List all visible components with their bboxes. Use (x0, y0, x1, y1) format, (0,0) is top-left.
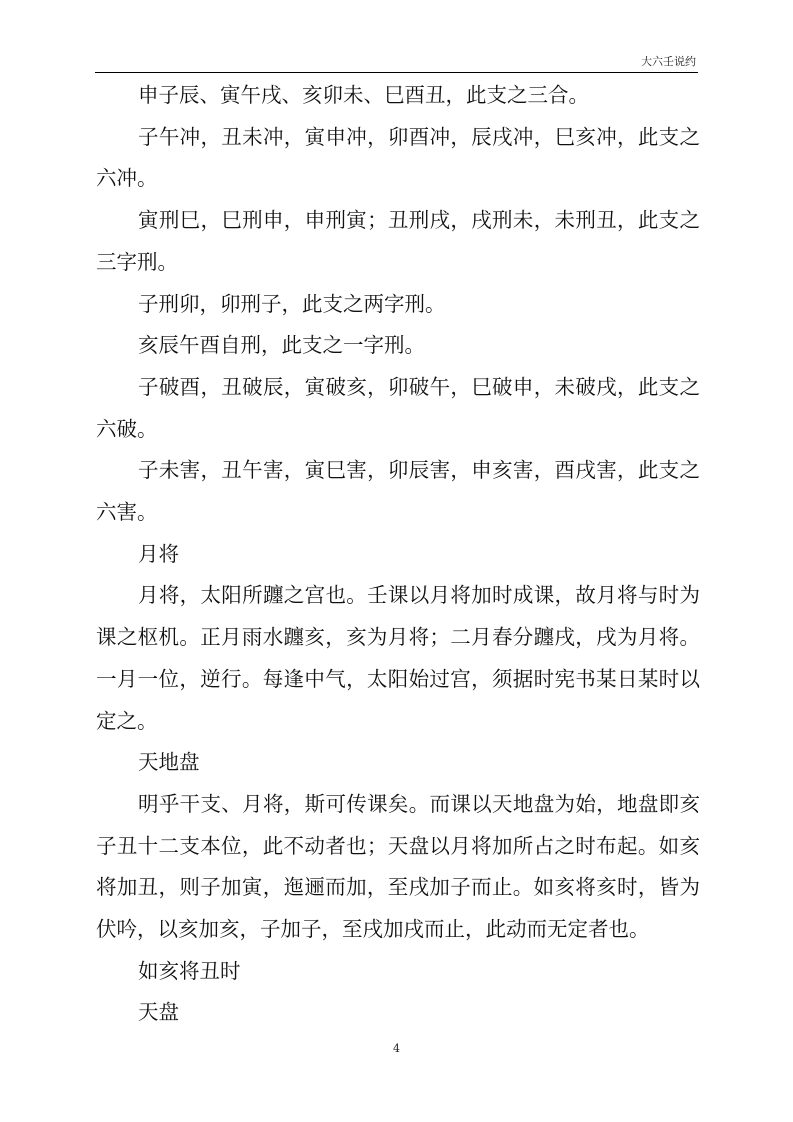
paragraph-example: 如亥将丑时 (138, 958, 241, 983)
heading-tiandipan: 天地盘 (138, 750, 200, 775)
page-number: 4 (393, 1042, 400, 1055)
paragraph-yizixing: 亥辰午酉自刑，此支之一字刑。 (138, 333, 425, 358)
paragraph-sanhe: 申子辰、寅午戌、亥卯未、巳酉丑，此支之三合。 (138, 83, 589, 107)
paragraph-liangzixing: 子刑卯，卯刑子，此支之两字刑。 (138, 291, 446, 316)
paragraph-sanzixing: 寅刑巳，巳刑申，申刑寅；丑刑戌，戌刑未，未刑丑，此支之三字刑。 (96, 208, 700, 274)
header-title: 大六壬说约 (641, 55, 696, 68)
paragraph-liuchong: 子午冲，丑未冲，寅申冲，卯酉冲，辰戌冲，巳亥冲，此支之六冲。 (96, 124, 700, 191)
body-text (96, 75, 700, 1034)
heading-yuejiang: 月将 (138, 541, 179, 566)
paragraph-tianpan: 天盘 (138, 1000, 179, 1025)
paragraph-liuhai: 子未害，丑午害，寅巳害，卯辰害，申亥害，酉戌害，此支之六害。 (96, 458, 700, 525)
paragraph-tiandipan: 明乎干支、月将，斯可传课矣。而课以天地盘为始，地盘即亥子丑十二支本位，此不动者也；天盘以月将加所占之时布起。如亥将加丑，则子加寅，迤逦而加，至戌加子而止。如亥将亥时，皆为伏吟，以亥加亥，子加子，至戌加戌而止，此动而无定者也。 (96, 791, 700, 942)
paragraph-liupo: 子破酉，丑破辰，寅破亥，卯破午，巳破申，未破戌，此支之六破。 (96, 374, 700, 441)
page-header (95, 52, 698, 73)
paragraph-yuejiang: 月将，太阳所躔之宫也。壬课以月将加时成课，故月将与时为课之枢机。正月雨水躔亥，亥为月将；二月春分躔戌，戌为月将。一月一位，逆行。每逢中气，太阳始过宫，须据时宪书某日某时以定之。 (96, 583, 700, 733)
